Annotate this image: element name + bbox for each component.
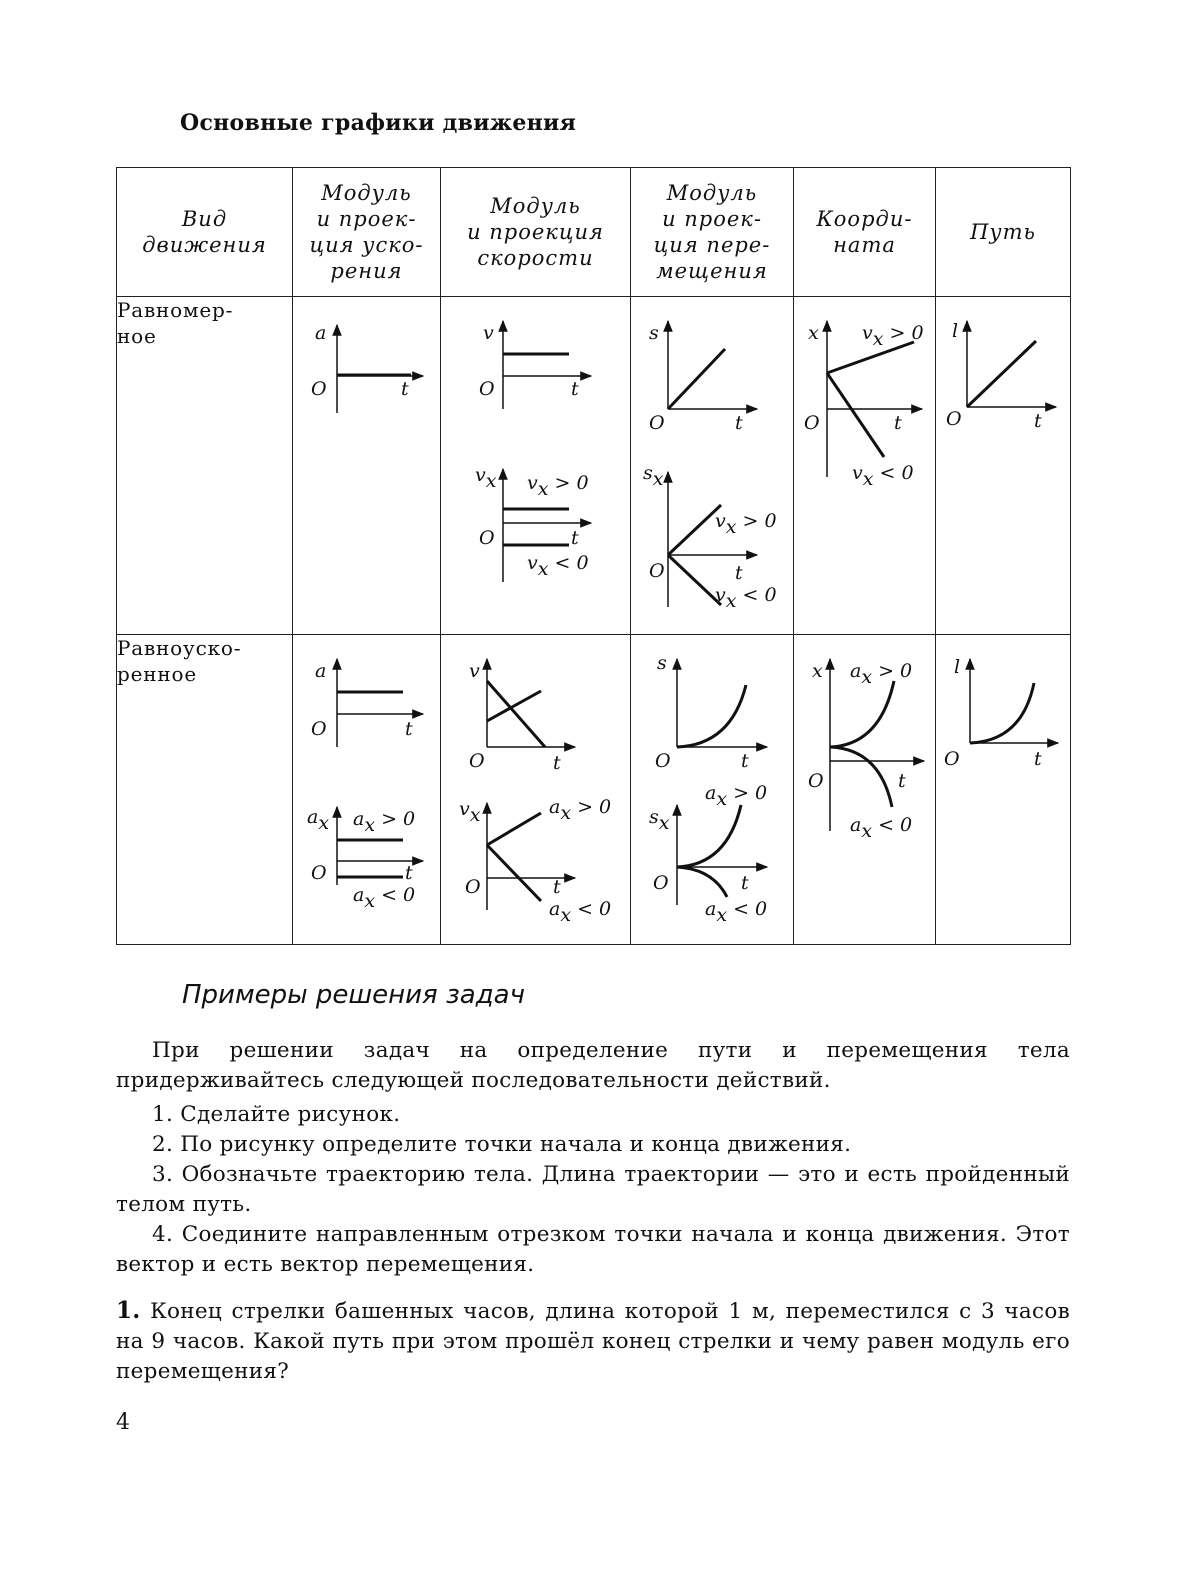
- label-ax-gt0: ax > 0: [850, 660, 913, 688]
- label-o: O: [804, 412, 820, 434]
- header-coordinate: Коорди- ната: [794, 168, 936, 297]
- label-t: t: [571, 378, 579, 400]
- intro-paragraph: При решении задач на определение пути и перемещения тела придерживайтесь следующей последовательности действий.: [116, 1038, 1070, 1093]
- list-item: 1. Сделайте рисунок.: [152, 1102, 401, 1127]
- label-o: O: [311, 862, 327, 884]
- header-path: Путь: [936, 168, 1071, 297]
- cell-accelerated-velocity: [441, 635, 631, 945]
- label-ax-lt0: ax < 0: [549, 898, 612, 926]
- label-vx-lt0: vx < 0: [852, 462, 914, 490]
- label-ax: ax: [307, 806, 330, 834]
- graph-line: [668, 349, 725, 409]
- graph-line-decreasing: [487, 681, 545, 747]
- label-o: O: [649, 412, 665, 434]
- label-t: t: [898, 770, 906, 792]
- label-t: t: [735, 562, 743, 584]
- label-s: s: [657, 652, 667, 674]
- graph-uniform-coordinate: [794, 297, 936, 633]
- header-acceleration: Модуль и проек- ция уско- рения: [293, 168, 441, 297]
- label-a: a: [315, 322, 327, 344]
- label-x: x: [808, 322, 819, 344]
- graph-line-negative: [668, 555, 721, 605]
- label-x: x: [812, 660, 823, 682]
- graph-curve-positive: [830, 681, 894, 747]
- label-vx: vx: [475, 464, 497, 492]
- problem-text: Конец стрелки башенных часов, длина которой 1 м, переместился с 3 часов на 9 часов. Какой путь при этом прошёл конец стрелки и чему равен модуль его перемещения?: [116, 1299, 1070, 1384]
- row-label-uniform: Равномер- ное: [117, 297, 293, 635]
- graph-line-positive: [487, 813, 541, 845]
- label-vx: vx: [459, 798, 481, 826]
- label-o: O: [653, 872, 669, 894]
- label-o: O: [479, 527, 495, 549]
- cell-uniform-coordinate: [794, 297, 936, 635]
- label-t: t: [405, 862, 413, 884]
- label-t: t: [405, 718, 413, 740]
- cell-uniform-displacement: [631, 297, 794, 635]
- graph-curve: [970, 683, 1034, 743]
- label-t: t: [553, 876, 561, 898]
- label-v: v: [483, 322, 494, 344]
- graph-accelerated-path: [936, 635, 1071, 943]
- label-ax-gt0: ax > 0: [705, 782, 768, 810]
- graph-uniform-displacement: [631, 297, 794, 633]
- label-o: O: [469, 750, 485, 772]
- page-number: 4: [116, 1410, 130, 1435]
- graph-curve: [677, 685, 746, 747]
- label-a: a: [315, 660, 327, 682]
- graph-line: [967, 341, 1036, 407]
- graph-curve-negative: [677, 867, 727, 897]
- label-t: t: [735, 412, 743, 434]
- row-label-accelerated: Равноуско- ренное: [117, 635, 293, 945]
- graph-uniform-path: [936, 297, 1071, 633]
- label-t: t: [894, 412, 902, 434]
- label-o: O: [465, 876, 481, 898]
- label-vx-gt0: vx > 0: [862, 322, 924, 350]
- label-t: t: [571, 527, 579, 549]
- steps-list: [116, 1100, 1070, 1280]
- label-ax-gt0: ax > 0: [549, 796, 612, 824]
- cell-accelerated-acceleration: [293, 635, 441, 945]
- header-motion-type: Вид движения: [117, 168, 293, 297]
- cell-uniform-acceleration: [293, 297, 441, 635]
- graph-accelerated-coordinate: [794, 635, 936, 943]
- cell-uniform-velocity: [441, 297, 631, 635]
- problem-number: 1.: [116, 1297, 141, 1324]
- table-title: Основные графики движения: [180, 110, 577, 136]
- header-velocity: Модуль и проекция скорости: [441, 168, 631, 297]
- label-t: t: [1034, 748, 1042, 770]
- label-o: O: [946, 408, 962, 430]
- label-ax-gt0: ax > 0: [353, 808, 416, 836]
- label-s: s: [649, 322, 659, 344]
- label-vx-lt0: vx < 0: [715, 584, 777, 612]
- graph-curve-positive: [677, 805, 741, 867]
- label-o: O: [944, 748, 960, 770]
- graph-line-positive: [827, 342, 914, 373]
- header-displacement: Модуль и проек- ция пере- мещения: [631, 168, 794, 297]
- graph-uniform-velocity: [441, 297, 631, 633]
- motion-graphs-table: [116, 167, 1071, 945]
- row-accelerated: [117, 635, 1071, 945]
- graph-uniform-acceleration: [293, 297, 441, 633]
- list-item: 4. Соедините направленным отрезком точки начала и конца движения. Этот вектор и есть вектор перемещения.: [116, 1222, 1070, 1277]
- label-o: O: [808, 770, 824, 792]
- label-sx: sx: [643, 462, 664, 490]
- graph-line-negative: [827, 373, 884, 457]
- label-ax-lt0: ax < 0: [850, 814, 913, 842]
- label-t: t: [1034, 410, 1042, 432]
- label-l: l: [952, 320, 959, 342]
- label-vx-gt0: vx > 0: [715, 510, 777, 538]
- graph-curve-negative: [830, 747, 892, 807]
- graph-accelerated-acceleration: [293, 635, 441, 943]
- problem-1: [116, 1296, 1070, 1387]
- graph-accelerated-displacement: [631, 635, 794, 943]
- graph-line-positive: [668, 505, 721, 555]
- label-sx: sx: [649, 806, 670, 834]
- label-o: O: [479, 378, 495, 400]
- label-vx-gt0: vx > 0: [527, 472, 589, 500]
- row-uniform: [117, 297, 1071, 635]
- graph-line-increasing: [487, 691, 541, 721]
- label-vx-lt0: vx < 0: [527, 552, 589, 580]
- section-title: Примеры решения задач: [182, 980, 525, 1010]
- label-v: v: [469, 660, 480, 682]
- table-header-row: [117, 168, 1071, 297]
- label-ax-lt0: ax < 0: [705, 898, 768, 926]
- graph-line-negative: [487, 845, 541, 901]
- label-ax-lt0: ax < 0: [353, 884, 416, 912]
- label-t: t: [741, 872, 749, 894]
- cell-accelerated-displacement: [631, 635, 794, 945]
- label-t: t: [401, 378, 409, 400]
- label-o: O: [649, 560, 665, 582]
- label-o: O: [311, 718, 327, 740]
- label-t: t: [741, 750, 749, 772]
- graph-accelerated-velocity: [441, 635, 631, 943]
- list-item: 3. Обозначьте траекторию тела. Длина траектории — это и есть пройденный телом путь.: [116, 1162, 1070, 1217]
- cell-accelerated-path: [936, 635, 1071, 945]
- cell-accelerated-coordinate: [794, 635, 936, 945]
- label-l: l: [954, 656, 961, 678]
- label-t: t: [553, 752, 561, 774]
- label-o: O: [655, 750, 671, 772]
- cell-uniform-path: [936, 297, 1071, 635]
- list-item: 2. По рисунку определите точки начала и конца движения.: [152, 1132, 852, 1157]
- label-o: O: [311, 378, 327, 400]
